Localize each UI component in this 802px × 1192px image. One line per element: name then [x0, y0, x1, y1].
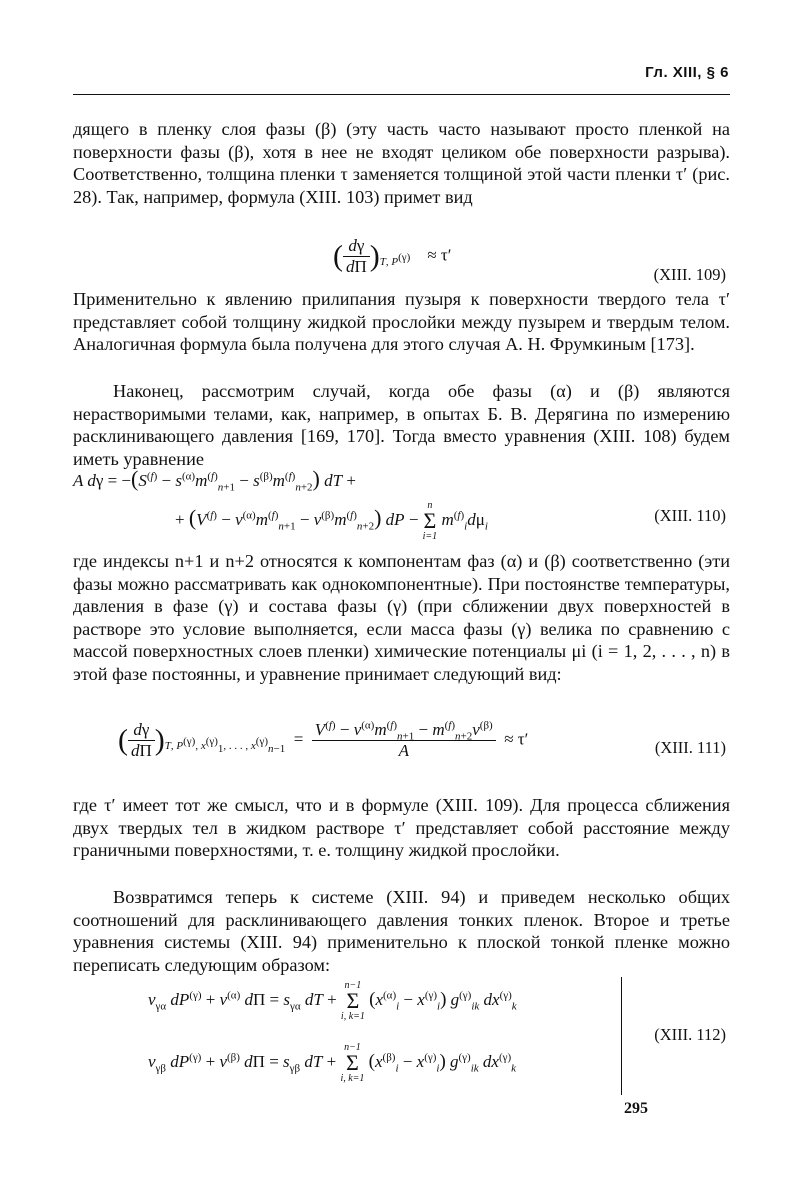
paragraph-6	[73, 886, 730, 976]
equation-112-line-1: $v_{\gamma\alpha}$ $dP^{(\gamma)} + v^{(\alpha)}$ $d\Pi = s_{\gamma\alpha}$ dT + n−1 Σ i, k=1 $(x^{(\alpha)}_i - x^{(\gamma)}_i)$ $g^{(\gamma)}_{ik}$ $dx^{(\gamma)}_k$	[148, 980, 517, 1022]
paragraph-4	[73, 550, 730, 686]
equation-109: ( $\frac{d\gamma}{d\Pi}$ )$_{T, P^{(\gamma)}}$ ≈ τ′	[333, 236, 452, 276]
equation-109-number: (XIII. 109)	[653, 265, 726, 284]
paragraph-4-text: где индексы n+1 и n+2 относятся к компонентам фаз (α) и (β) соответственно (эти фазы можно рассматривать как однокомпонентные). При постоянстве температуры, давления в фазе (γ) и состава фазы (γ) (при сближении двух поверхностей в растворе это условие выполняется, если масса фазы (γ) велика по сравнению с массой поверхностных слоев пленки) химические потенциалы μi (i = 1, 2, . . . , n) в этой фазе постоянны, и уравнение принимает следующий вид:	[73, 551, 730, 684]
paragraph-3	[73, 380, 730, 470]
page-number: 295	[624, 1100, 648, 1117]
running-head: Гл. XIII, § 6	[645, 64, 729, 81]
equation-111: ( $\frac{d\gamma}{d\Pi}$ )$_{T, P^{(\gamma)}, x^{(\gamma)}_1, . . . , x^{(\gamma)}_{n-1}}$ = $\frac{V^{(f)} - v^{(\alpha)}m^{(f)}_{n+1} - m^{(f)}_{n+2}v^{(\beta)}}{A}$ ≈ τ′	[118, 719, 529, 760]
equation-111-number: (XIII. 111)	[654, 738, 726, 757]
paragraph-5-text: где τ′ имеет тот же смысл, что и в формуле (XIII. 109). Для процесса сближения двух твердых тел в жидком растворе τ′ представляет собой расстояние между граничными поверхностями, т. е. толщину жидкой прослойки.	[73, 795, 730, 861]
paragraph-6-text: Возвратимся теперь к системе (XIII. 94) и приведем несколько общих соотношений для расклинивающего давления тонких пленок. Второе и третье уравнения системы (XIII. 94) применительно к плоской тонкой пленке можно переписать следующим образом:	[73, 887, 730, 975]
paragraph-2-text: Применительно к явлению прилипания пузыря к поверхности твердого тела τ′ представляет собой толщину жидкой прослойки между пузырем и твердым телом. Аналогичная формула была получена для этого случая А. Н. Фрумкиным [173].	[73, 289, 730, 355]
equation-110-number: (XIII. 110)	[654, 506, 726, 525]
equation-112-bracket	[621, 977, 622, 1095]
equation-110-line-1: A $d\gamma = -(S^{(f)} - s^{(\alpha)}m^{(f)}_{n+1} - s^{(\beta)}m^{(f)}_{n+2})$ dT +	[73, 466, 356, 494]
equation-110-line-2: + $(V^{(f)} - v^{(\alpha)}m^{(f)}_{n+1} - v^{(\beta)}m^{(f)}_{n+2})$ dP − n Σ i=1 $m^{(f)}_id\mu_i$	[175, 500, 488, 542]
paragraph-1-text: дящего в пленку слоя фазы (β) (эту часть часто называют просто пленкой на поверхности фазы (β), хотя в нее не входят целиком обе поверхности разрыва). Соответственно, толщина пленки τ заменяется толщиной этой части пленки τ′ (рис. 28). Так, например, формула (XIII. 103) примет вид	[73, 119, 730, 207]
equation-109-rhs: ≈ τ′	[427, 245, 452, 265]
equation-111-rhs: ≈ τ′	[504, 729, 529, 749]
paragraph-1	[73, 118, 730, 208]
paragraph-2	[73, 288, 730, 356]
paragraph-5	[73, 794, 730, 862]
equation-112-line-2: $v_{\gamma\beta}$ $dP^{(\gamma)} + v^{(\beta)}$ $d\Pi = s_{\gamma\beta}$ dT + n−1 Σ i, k=1 $(x^{(\beta)}_i - x^{(\gamma)}_i)$ $g^{(\gamma)}_{ik}$ $dx^{(\gamma)}_k$	[148, 1042, 517, 1084]
paragraph-3-text: Наконец, рассмотрим случай, когда обе фазы (α) и (β) являются нерастворимыми телами, как, например, в опытах Б. В. Дерягина по измерению расклинивающего давления [169, 170]. Тогда вместо уравнения (XIII. 108) будем иметь уравнение	[73, 381, 730, 469]
header-rule	[73, 94, 730, 95]
equation-112-number: (XIII. 112)	[654, 1025, 726, 1044]
